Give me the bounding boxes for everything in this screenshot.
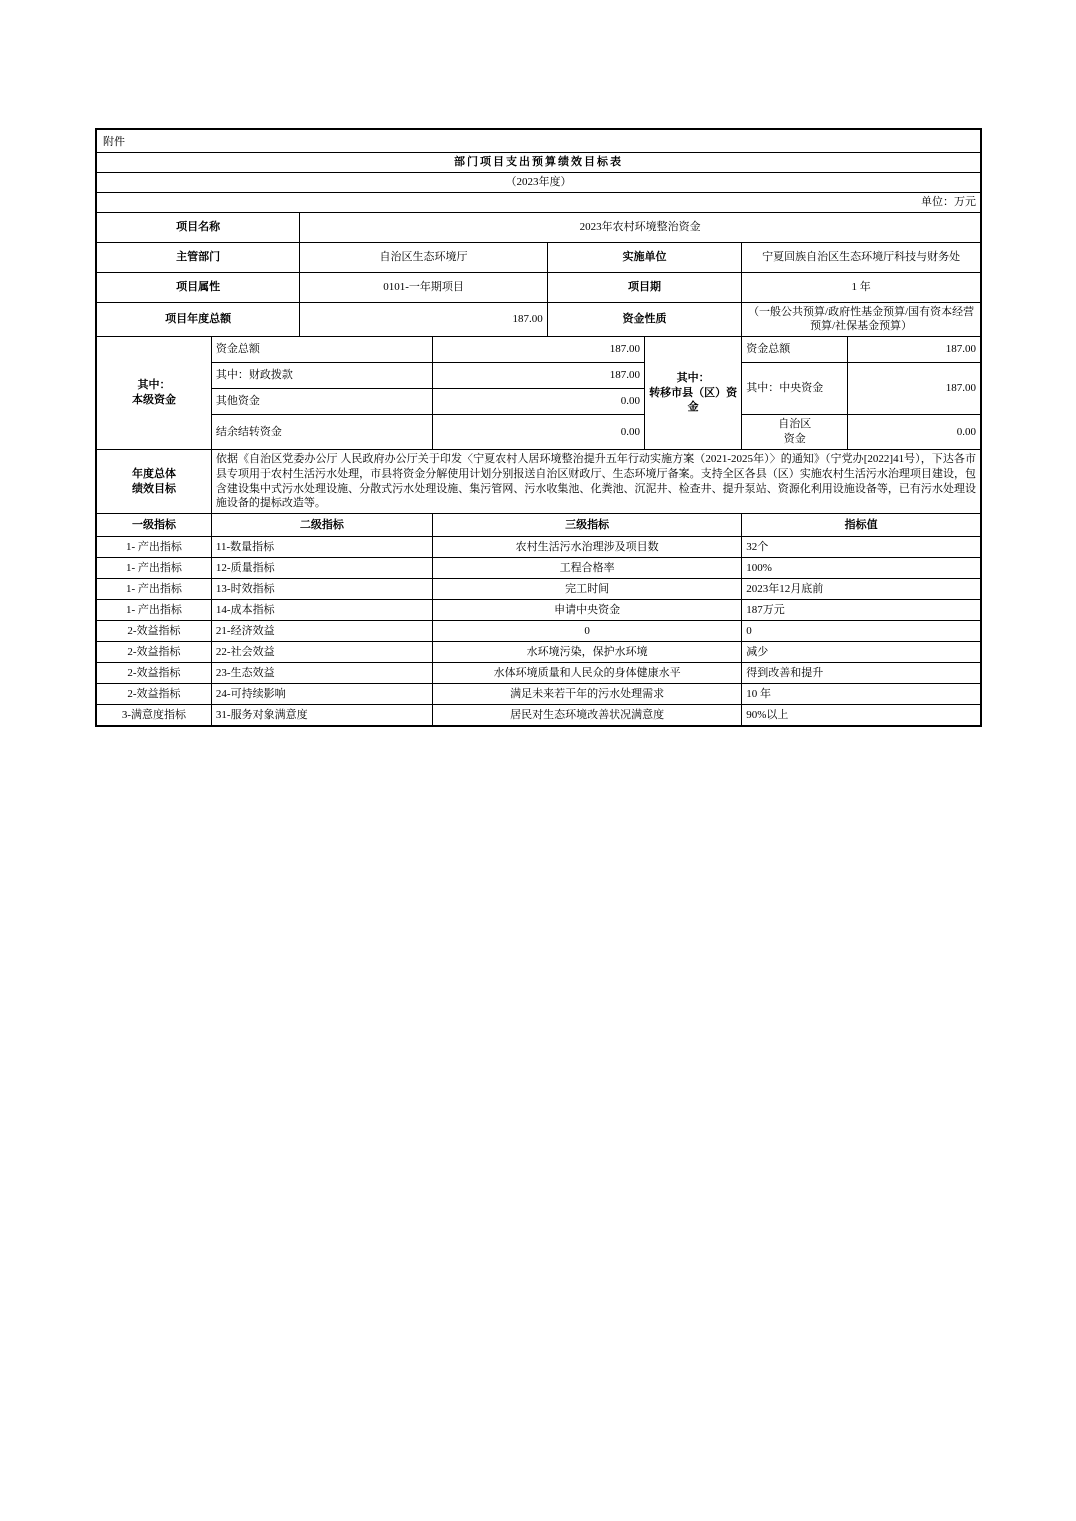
period-label: 项目期 — [547, 272, 741, 302]
transfer-fund-row-2-label-line1: 自治区 — [778, 418, 812, 431]
local-fund-row-3-value: 0.00 — [432, 415, 644, 450]
transfer-fund-row-2-label-line2: 资金 — [783, 433, 806, 446]
indicator-row-3-value: 187万元 — [742, 600, 981, 621]
table-row — [97, 663, 981, 684]
fund-nature-value: （一般公共预算/政府性基金预算/国有资本经营预算/社保基金预算） — [742, 302, 981, 337]
unit-note: 单位：万元 — [97, 192, 981, 212]
indicator-row-4-level3: 0 — [432, 621, 741, 642]
local-fund-row-2-label: 其他资金 — [211, 389, 432, 415]
sheet-table — [96, 152, 981, 726]
local-fund-group-label-line1: 其中： — [137, 379, 171, 392]
indicator-row-3-level3: 申请中央资金 — [432, 600, 741, 621]
table-row — [97, 537, 981, 558]
page-title: 部门项目支出预算绩效目标表 — [97, 153, 981, 173]
transfer-fund-group-label-line2: 转移市县（区）资金 — [649, 386, 738, 414]
indicator-row-2-level3: 完工时间 — [432, 579, 741, 600]
table-row — [97, 579, 981, 600]
annual-goal-text: 依据《自治区党委办公厅 人民政府办公厅关于印发〈宁夏农村人居环境整治提升五年行动实施方案（2021-2025年）〉的通知》（宁党办[2022]41号），下达各市县专项用于农村生活污水处理，市县将资金分解使用计划分别报送自治区财政厅、生态环境厅备案。支持全区各县（区）实施农村生活污水治理项目建设，包含建设集中式污水处理设施、分散式污水处理设施、集污管网、污水收集池、化粪池、沉泥井、检查井、提升泵站、资源化利用设施设备等，已有污水处理设施设备的提标改造等。 — [211, 449, 980, 513]
indicator-row-3-level2: 14-成本指标 — [211, 600, 432, 621]
transfer-fund-row-2-value: 0.00 — [848, 415, 981, 450]
indicator-row-6-level2: 23-生态效益 — [211, 663, 432, 684]
indicator-row-5-level3: 水环境污染，保护水环境 — [432, 642, 741, 663]
local-fund-row-2-value: 0.00 — [432, 389, 644, 415]
indicator-row-7-level3: 满足未来若干年的污水处理需求 — [432, 684, 741, 705]
table-row — [97, 600, 981, 621]
indicator-row-2-value: 2023年12月底前 — [742, 579, 981, 600]
indicator-header-1: 二级指标 — [211, 514, 432, 537]
transfer-fund-row-0-value: 187.00 — [848, 337, 981, 363]
dept-label: 主管部门 — [97, 242, 300, 272]
transfer-fund-group-label — [645, 337, 742, 450]
table-row — [97, 621, 981, 642]
indicator-row-2-level1: 1- 产出指标 — [97, 579, 212, 600]
local-fund-group-label — [97, 337, 212, 450]
indicator-row-2-level2: 13-时效指标 — [211, 579, 432, 600]
attr-label: 项目属性 — [97, 272, 300, 302]
indicator-row-5-level2: 22-社会效益 — [211, 642, 432, 663]
annual-goal-label-line1: 年度总体 — [131, 467, 176, 480]
indicator-row-5-level1: 2-效益指标 — [97, 642, 212, 663]
indicator-row-0-value: 32个 — [742, 537, 981, 558]
indicator-header-3: 指标值 — [742, 514, 981, 537]
local-fund-row-0-value: 187.00 — [432, 337, 644, 363]
indicator-row-6-level1: 2-效益指标 — [97, 663, 212, 684]
transfer-fund-row-2-label — [742, 415, 848, 450]
page-subtitle: （2023年度） — [97, 172, 981, 192]
fund-nature-label: 资金性质 — [547, 302, 741, 337]
indicator-row-7-level2: 24-可持续影响 — [211, 684, 432, 705]
indicator-row-7-value: 10 年 — [742, 684, 981, 705]
indicator-row-8-value: 90%以上 — [742, 705, 981, 726]
indicator-row-1-value: 100% — [742, 558, 981, 579]
indicator-row-8-level3: 居民对生态环境改善状况满意度 — [432, 705, 741, 726]
indicator-row-8-level2: 31-服务对象满意度 — [211, 705, 432, 726]
attachment-label: 附件 — [96, 129, 981, 152]
total-value: 187.00 — [300, 302, 548, 337]
table-row — [97, 684, 981, 705]
indicator-row-0-level1: 1- 产出指标 — [97, 537, 212, 558]
indicator-row-7-level1: 2-效益指标 — [97, 684, 212, 705]
impl-unit-label: 实施单位 — [547, 242, 741, 272]
project-name-value: 2023年农村环境整治资金 — [300, 212, 981, 242]
table-row — [97, 642, 981, 663]
indicator-header-2: 三级指标 — [432, 514, 741, 537]
table-row — [97, 558, 981, 579]
project-name-label: 项目名称 — [97, 212, 300, 242]
local-fund-row-3-label: 结余结转资金 — [211, 415, 432, 450]
indicator-row-4-level2: 21-经济效益 — [211, 621, 432, 642]
transfer-fund-row-1-value: 187.00 — [848, 363, 981, 415]
local-fund-row-1-value: 187.00 — [432, 363, 644, 389]
indicator-row-4-value: 0 — [742, 621, 981, 642]
indicator-row-1-level2: 12-质量指标 — [211, 558, 432, 579]
total-label: 项目年度总额 — [97, 302, 300, 337]
period-value: 1 年 — [742, 272, 981, 302]
transfer-fund-row-0-label: 资金总额 — [742, 337, 848, 363]
attr-value: 0101-一年期项目 — [300, 272, 548, 302]
budget-performance-sheet — [95, 128, 982, 727]
table-row — [97, 705, 981, 726]
indicator-header-0: 一级指标 — [97, 514, 212, 537]
transfer-fund-row-1-label: 其中：中央资金 — [742, 363, 848, 415]
indicator-row-5-value: 减少 — [742, 642, 981, 663]
local-fund-row-0-label: 资金总额 — [211, 337, 432, 363]
indicator-row-0-level3: 农村生活污水治理涉及项目数 — [432, 537, 741, 558]
transfer-fund-group-label-line1: 其中： — [676, 371, 710, 384]
annual-goal-label-line2: 绩效目标 — [131, 482, 176, 495]
dept-value: 自治区生态环境厅 — [300, 242, 548, 272]
indicator-row-8-level1: 3-满意度指标 — [97, 705, 212, 726]
impl-unit-value: 宁夏回族自治区生态环境厅科技与财务处 — [742, 242, 981, 272]
indicator-row-6-value: 得到改善和提升 — [742, 663, 981, 684]
indicator-row-0-level2: 11-数量指标 — [211, 537, 432, 558]
indicator-row-1-level3: 工程合格率 — [432, 558, 741, 579]
local-fund-group-label-line2: 本级资金 — [131, 394, 176, 407]
local-fund-row-1-label: 其中：财政拨款 — [211, 363, 432, 389]
indicator-row-1-level1: 1- 产出指标 — [97, 558, 212, 579]
indicator-row-6-level3: 水体环境质量和人民众的身体健康水平 — [432, 663, 741, 684]
annual-goal-label — [97, 449, 212, 513]
indicator-row-3-level1: 1- 产出指标 — [97, 600, 212, 621]
indicator-row-4-level1: 2-效益指标 — [97, 621, 212, 642]
